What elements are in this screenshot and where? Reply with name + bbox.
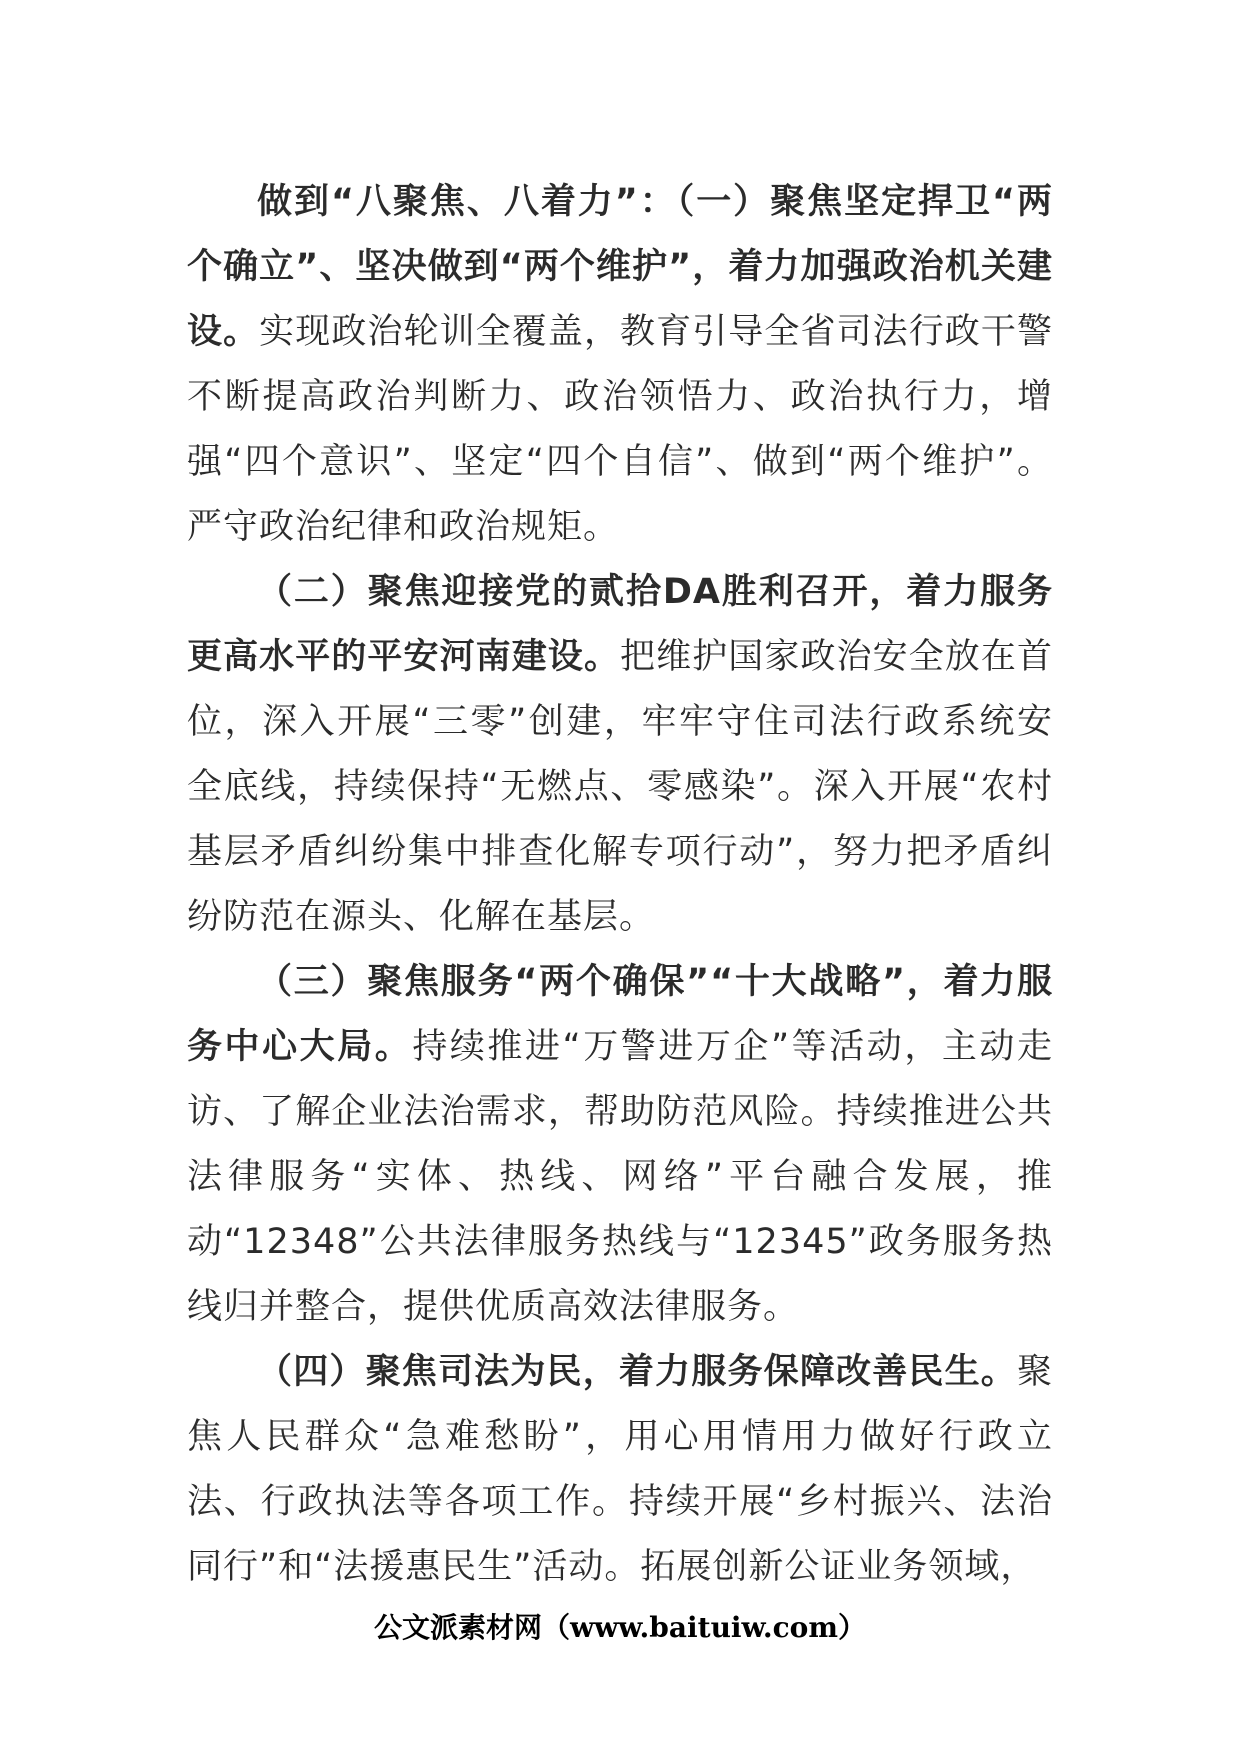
- paragraph-heading: （三）聚焦服务“两个确保”“十大战略”，着力服务中心大局。: [187, 962, 1053, 1067]
- paragraph-2: [187, 560, 1053, 950]
- paragraph-1: [187, 170, 1053, 560]
- footer-watermark: 公文派素材网（www.baituiw.com）: [374, 1611, 866, 1644]
- paragraph-heading: 做到“八聚焦、八着力”：（一）聚焦坚定捍卫“两个确立”、坚决做到“两个维护”，着力加强政治机关建设。: [187, 182, 1053, 352]
- paragraph-heading: （四）聚焦司法为民，着力服务保障改善民生。: [257, 1352, 1017, 1392]
- paragraph-text: 实现政治轮训全覆盖，教育引导全省司法行政干警不断提高政治判断力、政治领悟力、政治执行力，增强“四个意识”、坚定“四个自信”、做到“两个维护”。严守政治纪律和政治规矩。: [187, 312, 1053, 547]
- paragraph-text: 持续推进“万警进万企”等活动，主动走访、了解企业法治需求，帮助防范风险。持续推进公共法律服务“实体、热线、网络”平台融合发展，推动“12348”公共法律服务热线与“12345”政务服务热线归并整合，提供优质高效法律服务。: [187, 1027, 1053, 1327]
- paragraph-text: 把维护国家政治安全放在首位，深入开展“三零”创建，牢牢守住司法行政系统安全底线，持续保持“无燃点、零感染”。深入开展“农村基层矛盾纠纷集中排查化解专项行动”，努力把矛盾纠纷防范在源头、化解在基层。: [187, 637, 1053, 937]
- paragraph-text: 聚焦人民群众“急难愁盼”，用心用情用力做好行政立法、行政执法等各项工作。持续开展“乡村振兴、法治同行”和“法援惠民生”活动。拓展创新公证业务领域，: [187, 1352, 1053, 1587]
- paragraph-3: [187, 950, 1053, 1340]
- paragraph-heading: （二）聚焦迎接党的贰拾DA胜利召开，着力服务更高水平的平安河南建设。: [187, 572, 1053, 677]
- document-body: [187, 170, 1053, 1600]
- paragraph-4: [187, 1340, 1053, 1600]
